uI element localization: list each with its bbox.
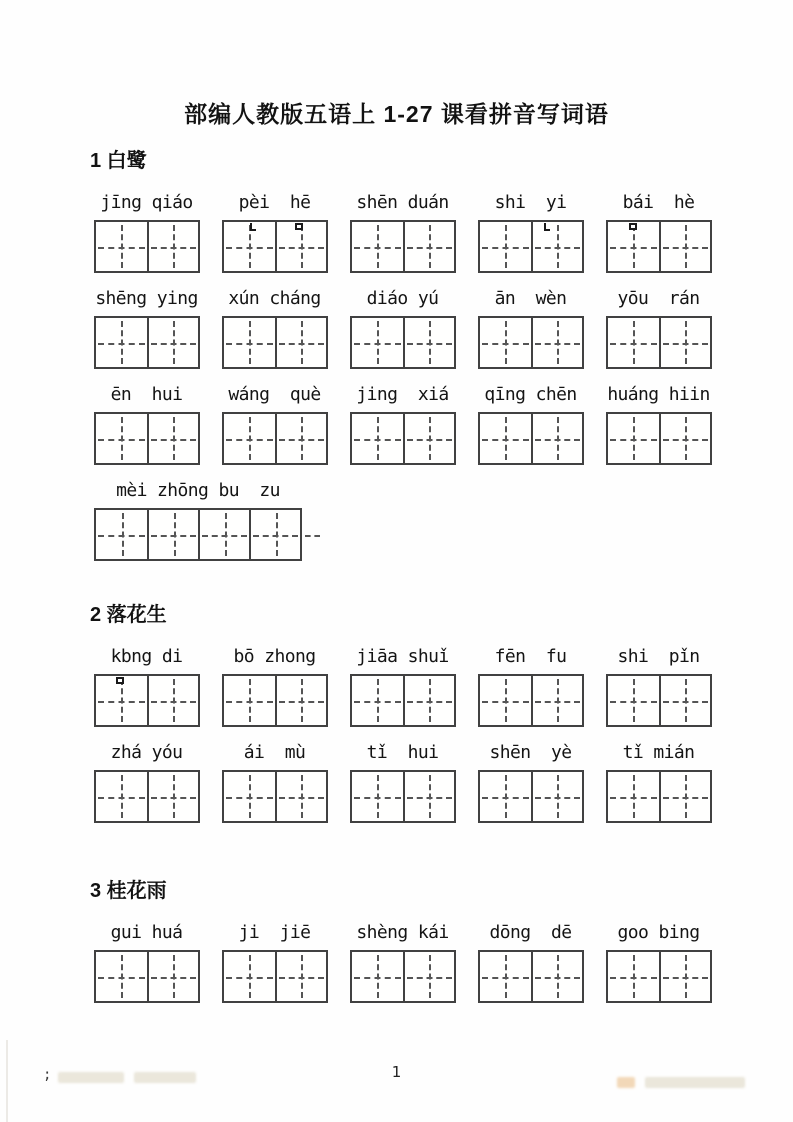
grid-cell (198, 510, 249, 559)
grid-cell (608, 222, 659, 271)
lesson-section (0, 149, 793, 561)
pinyin-label: pèi hē (238, 192, 311, 213)
grid-row (0, 316, 793, 369)
writing-grid (350, 674, 456, 727)
grid-cell (403, 772, 454, 821)
grid-cell (531, 676, 582, 725)
grid-cell (352, 952, 403, 1001)
pinyin-label: jing xiá (356, 384, 449, 405)
grid-cell (531, 952, 582, 1001)
word-group (605, 316, 712, 369)
pinyin-label: yōu rán (617, 288, 700, 309)
word-group (93, 316, 200, 369)
writing-grid (94, 508, 302, 561)
writing-grid (478, 950, 584, 1003)
word-group (221, 950, 328, 1003)
pinyin-row (0, 479, 793, 503)
grid-row (0, 674, 793, 727)
section-heading: 2 落花生 (90, 604, 167, 626)
scan-artifact (295, 223, 303, 230)
grid-cell (352, 772, 403, 821)
writing-grid (478, 674, 584, 727)
pinyin-label: bái hè (622, 192, 695, 213)
pinyin-label: jīng qiáo (100, 192, 193, 213)
word-group (477, 950, 584, 1003)
grid-cell (531, 222, 582, 271)
pinyin-label: jiāa shuǐ (356, 646, 449, 667)
pinyin-label: xún cháng (228, 288, 321, 309)
grid-cell (403, 952, 454, 1001)
word-group (477, 412, 584, 465)
pinyin-label: shi yi (494, 192, 567, 213)
word-group (93, 950, 200, 1003)
lesson-section (0, 603, 793, 823)
grid-row (0, 412, 793, 465)
word-group (605, 412, 712, 465)
writing-grid (606, 220, 712, 273)
grid-cell (224, 952, 275, 1001)
grid-row (0, 950, 793, 1003)
pinyin-label: goo bing (617, 922, 700, 943)
grid-cell (659, 676, 710, 725)
grid-cell (403, 222, 454, 271)
pinyin-label: shèng kái (356, 922, 449, 943)
word-group (477, 220, 584, 273)
grid-cell (224, 772, 275, 821)
scan-artifact (544, 223, 550, 231)
grid-cell (224, 676, 275, 725)
word-group (605, 770, 712, 823)
writing-grid (350, 412, 456, 465)
grid-cell (96, 772, 147, 821)
watermark-smudge (617, 1077, 635, 1088)
pinyin-label: gui huá (110, 922, 183, 943)
grid-cell (275, 414, 326, 463)
writing-grid (606, 412, 712, 465)
pinyin-label: ji jiē (238, 922, 311, 943)
writing-grid (350, 316, 456, 369)
grid-row (0, 220, 793, 273)
pinyin-label: tǐ hui (366, 742, 439, 763)
grid-cell (659, 414, 710, 463)
grid-cell (96, 318, 147, 367)
section-heading: 3 桂花雨 (90, 880, 167, 902)
grid-cell (608, 414, 659, 463)
writing-grid (478, 412, 584, 465)
writing-grid (94, 316, 200, 369)
word-group (221, 770, 328, 823)
pinyin-label: ái mù (243, 742, 306, 763)
grid-cell (96, 414, 147, 463)
pinyin-label: diáo yú (366, 288, 439, 309)
grid-cell (275, 318, 326, 367)
sections-container (0, 149, 793, 1003)
grid-cell (147, 414, 198, 463)
grid-cell (403, 318, 454, 367)
pinyin-label: bō zhong (233, 646, 316, 667)
word-group (349, 316, 456, 369)
section-heading: 1 白鹭 (90, 150, 147, 172)
grid-cell (147, 952, 198, 1001)
writing-grid (606, 950, 712, 1003)
word-group (605, 220, 712, 273)
writing-grid (350, 770, 456, 823)
pinyin-label: shēng ying (95, 288, 198, 309)
word-group (349, 220, 456, 273)
grid-cell (352, 222, 403, 271)
pinyin-label: zhá yóu (110, 742, 183, 763)
grid-cell (224, 222, 275, 271)
grid-cell (275, 676, 326, 725)
word-group (605, 950, 712, 1003)
grid-cell (147, 318, 198, 367)
grid-cell (275, 772, 326, 821)
writing-grid (94, 674, 200, 727)
grid-cell (147, 222, 198, 271)
writing-grid (606, 674, 712, 727)
word-group (605, 674, 712, 727)
pinyin-label: qīng chēn (484, 384, 577, 405)
pinyin-label: dōng dē (489, 922, 572, 943)
writing-grid (94, 950, 200, 1003)
grid-cell (608, 952, 659, 1001)
pinyin-row (0, 383, 793, 407)
pinyin-label: shēn duán (356, 192, 449, 213)
pinyin-label: wáng què (228, 384, 321, 405)
writing-grid (94, 770, 200, 823)
dashed-tail (305, 535, 320, 537)
grid-cell (480, 952, 531, 1001)
grid-cell (249, 510, 300, 559)
grid-cell (147, 772, 198, 821)
grid-cell (403, 414, 454, 463)
word-group (349, 674, 456, 727)
word-group (93, 412, 200, 465)
grid-cell (531, 772, 582, 821)
word-group (477, 316, 584, 369)
watermark-smudge (645, 1077, 745, 1088)
grid-cell (96, 676, 147, 725)
grid-cell (480, 676, 531, 725)
page-title: 部编人教版五语上 1-27 课看拼音写词语 (184, 101, 609, 127)
word-group (221, 674, 328, 727)
grid-cell (659, 772, 710, 821)
grid-cell (531, 414, 582, 463)
grid-cell (96, 222, 147, 271)
word-group (221, 220, 328, 273)
grid-cell (147, 510, 198, 559)
grid-cell (147, 676, 198, 725)
pinyin-label: fēn fu (494, 646, 567, 667)
lesson-section (0, 879, 793, 1003)
pinyin-label: ān wèn (494, 288, 567, 309)
pinyin-label: huáng hiin (607, 384, 710, 405)
word-group (221, 412, 328, 465)
pinyin-row (0, 921, 793, 945)
writing-grid (350, 950, 456, 1003)
word-group (477, 770, 584, 823)
grid-cell (224, 318, 275, 367)
writing-grid (350, 220, 456, 273)
grid-cell (352, 414, 403, 463)
scan-artifact (116, 677, 124, 684)
grid-cell (352, 676, 403, 725)
word-group (93, 220, 200, 273)
scan-artifact (250, 223, 256, 231)
page-edge-shadow (6, 1040, 8, 1122)
scan-artifact (629, 223, 637, 230)
pinyin-label: kbng di (110, 646, 183, 667)
grid-cell (608, 676, 659, 725)
pinyin-row (0, 741, 793, 765)
grid-cell (275, 222, 326, 271)
writing-grid (222, 220, 328, 273)
grid-cell (96, 952, 147, 1001)
pinyin-label: shi pǐn (617, 646, 700, 667)
grid-cell (96, 510, 147, 559)
grid-cell (224, 414, 275, 463)
grid-cell (608, 772, 659, 821)
page-number: 1 (391, 1063, 402, 1081)
grid-cell (659, 952, 710, 1001)
grid-cell (403, 676, 454, 725)
word-group (93, 770, 200, 823)
grid-cell (480, 222, 531, 271)
word-group (349, 412, 456, 465)
grid-cell (480, 414, 531, 463)
writing-grid (606, 316, 712, 369)
writing-grid (222, 316, 328, 369)
word-group (93, 508, 303, 561)
writing-grid (222, 950, 328, 1003)
grid-cell (608, 318, 659, 367)
grid-cell (480, 772, 531, 821)
pinyin-label: tǐ mián (622, 742, 695, 763)
grid-cell (480, 318, 531, 367)
pinyin-label: mèi zhōng bu zu (116, 480, 280, 501)
grid-row (0, 770, 793, 823)
writing-grid (478, 770, 584, 823)
writing-grid (222, 770, 328, 823)
watermark-right (617, 1077, 745, 1088)
writing-grid (478, 316, 584, 369)
footer-left-mark: ; (43, 1067, 52, 1083)
pinyin-label: ēn hui (110, 384, 183, 405)
grid-row (0, 508, 793, 561)
writing-grid (606, 770, 712, 823)
grid-cell (659, 222, 710, 271)
word-group (221, 316, 328, 369)
grid-cell (659, 318, 710, 367)
writing-grid (222, 674, 328, 727)
pinyin-label: shēn yè (489, 742, 572, 763)
pinyin-row (0, 191, 793, 215)
word-group (349, 950, 456, 1003)
writing-grid (222, 412, 328, 465)
pinyin-row (0, 287, 793, 311)
writing-grid (94, 412, 200, 465)
grid-cell (352, 318, 403, 367)
grid-cell (531, 318, 582, 367)
grid-cell (275, 952, 326, 1001)
word-group (477, 674, 584, 727)
writing-grid (94, 220, 200, 273)
pinyin-row (0, 645, 793, 669)
word-group (349, 770, 456, 823)
writing-grid (478, 220, 584, 273)
word-group (93, 674, 200, 727)
